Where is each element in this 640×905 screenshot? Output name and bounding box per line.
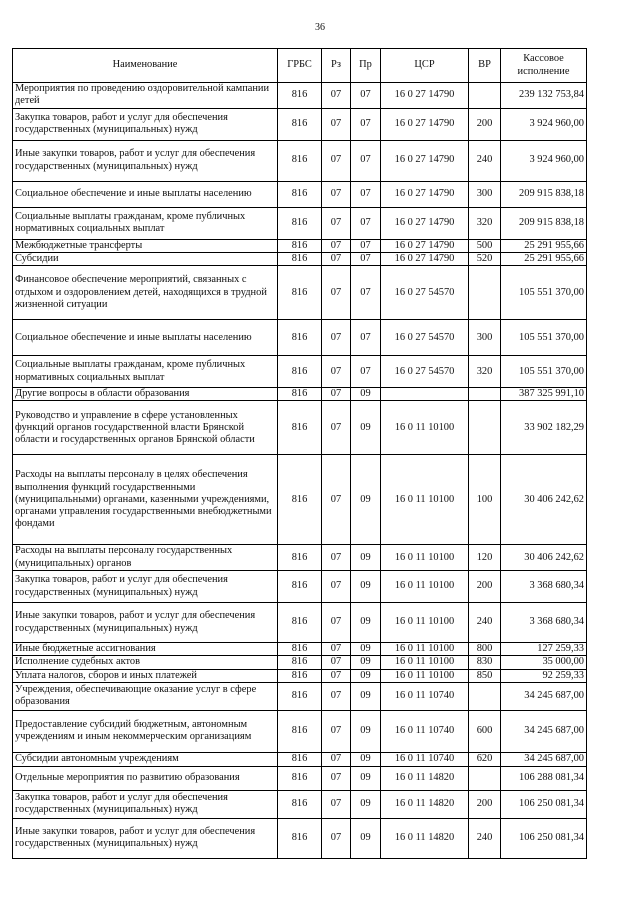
row-rz: 07: [322, 266, 351, 320]
row-grbs: 816: [278, 603, 322, 643]
row-pr: 09: [351, 656, 381, 669]
row-sum: 34 245 687,00: [501, 710, 587, 752]
row-csr: 16 0 11 10740: [381, 682, 469, 710]
row-pr: 09: [351, 752, 381, 766]
row-pr: 07: [351, 108, 381, 140]
row-name: Руководство и управление в сфере установленных функций органов государственной власти Брянской области и государственных органов Брянской области: [13, 401, 278, 455]
table-row: [13, 790, 587, 818]
row-csr: 16 0 11 10740: [381, 752, 469, 766]
row-csr: 16 0 27 54570: [381, 320, 469, 356]
row-rz: 07: [322, 356, 351, 388]
row-rz: 07: [322, 388, 351, 401]
row-sum: 3 368 680,34: [501, 571, 587, 603]
row-sum: 105 551 370,00: [501, 320, 587, 356]
row-sum: 30 406 242,62: [501, 545, 587, 571]
table-row: [13, 603, 587, 643]
row-sum: 209 915 838,18: [501, 181, 587, 207]
row-sum: 387 325 991,10: [501, 388, 587, 401]
row-csr: 16 0 11 10100: [381, 571, 469, 603]
row-pr: 09: [351, 818, 381, 858]
row-grbs: 816: [278, 710, 322, 752]
row-sum: 33 902 182,29: [501, 401, 587, 455]
row-pr: 07: [351, 252, 381, 265]
row-vr: [469, 388, 501, 401]
row-vr: 830: [469, 656, 501, 669]
row-csr: 16 0 11 10740: [381, 710, 469, 752]
row-grbs: 816: [278, 108, 322, 140]
row-rz: 07: [322, 455, 351, 545]
row-grbs: 816: [278, 140, 322, 181]
row-sum: 106 250 081,34: [501, 818, 587, 858]
row-grbs: 816: [278, 682, 322, 710]
row-csr: 16 0 27 14790: [381, 140, 469, 181]
row-vr: 200: [469, 108, 501, 140]
row-csr: 16 0 11 10100: [381, 669, 469, 682]
row-grbs: 816: [278, 266, 322, 320]
header-sum: Кассовое исполнение: [501, 49, 587, 83]
row-csr: 16 0 27 14790: [381, 239, 469, 252]
table-row: [13, 239, 587, 252]
row-name: Финансовое обеспечение мероприятий, связанных с отдыхом и оздоровлением детей, находящихся в трудной жизненной ситуации: [13, 266, 278, 320]
row-vr: [469, 83, 501, 109]
row-pr: 07: [351, 266, 381, 320]
row-rz: 07: [322, 656, 351, 669]
row-rz: 07: [322, 710, 351, 752]
row-grbs: 816: [278, 643, 322, 656]
row-vr: 300: [469, 320, 501, 356]
row-pr: 09: [351, 388, 381, 401]
row-grbs: 816: [278, 356, 322, 388]
row-sum: 3 924 960,00: [501, 140, 587, 181]
row-vr: 240: [469, 603, 501, 643]
row-csr: 16 0 27 54570: [381, 356, 469, 388]
row-name: Иные закупки товаров, работ и услуг для обеспечения государственных (муниципальных) нужд: [13, 140, 278, 181]
row-name: Расходы на выплаты персоналу в целях обеспечения выполнения функций государственными (муниципальными) органами, казенными учреждениями, органами управления государственными внебюджетными фондами: [13, 455, 278, 545]
table-row: [13, 643, 587, 656]
row-sum: 35 000,00: [501, 656, 587, 669]
table-row: [13, 669, 587, 682]
row-vr: 120: [469, 545, 501, 571]
row-rz: 07: [322, 752, 351, 766]
header-csr: ЦСР: [381, 49, 469, 83]
row-name: Иные бюджетные ассигнования: [13, 643, 278, 656]
row-csr: 16 0 11 10100: [381, 455, 469, 545]
row-pr: 07: [351, 140, 381, 181]
row-pr: 09: [351, 766, 381, 790]
row-csr: 16 0 11 10100: [381, 603, 469, 643]
row-grbs: 816: [278, 401, 322, 455]
row-name: Субсидии автономным учреждениям: [13, 752, 278, 766]
row-vr: 620: [469, 752, 501, 766]
row-sum: 25 291 955,66: [501, 252, 587, 265]
page-number: 36: [315, 22, 325, 33]
row-grbs: 816: [278, 239, 322, 252]
row-rz: 07: [322, 643, 351, 656]
row-vr: 320: [469, 356, 501, 388]
row-rz: 07: [322, 571, 351, 603]
row-sum: 3 924 960,00: [501, 108, 587, 140]
row-csr: 16 0 27 14790: [381, 108, 469, 140]
row-csr: 16 0 11 10100: [381, 643, 469, 656]
row-vr: [469, 682, 501, 710]
row-grbs: 816: [278, 656, 322, 669]
row-sum: 25 291 955,66: [501, 239, 587, 252]
table-row: [13, 571, 587, 603]
row-name: Закупка товаров, работ и услуг для обеспечения государственных (муниципальных) нужд: [13, 571, 278, 603]
row-vr: 240: [469, 818, 501, 858]
row-vr: 850: [469, 669, 501, 682]
table-row: [13, 266, 587, 320]
table-row: [13, 207, 587, 239]
row-vr: [469, 766, 501, 790]
row-vr: 520: [469, 252, 501, 265]
row-csr: 16 0 11 10100: [381, 401, 469, 455]
row-name: Социальные выплаты гражданам, кроме публичных нормативных социальных выплат: [13, 207, 278, 239]
row-name: Межбюджетные трансферты: [13, 239, 278, 252]
row-rz: 07: [322, 320, 351, 356]
row-name: Иные закупки товаров, работ и услуг для обеспечения государственных (муниципальных) нужд: [13, 818, 278, 858]
row-sum: 209 915 838,18: [501, 207, 587, 239]
row-grbs: 816: [278, 571, 322, 603]
row-csr: 16 0 11 14820: [381, 790, 469, 818]
row-rz: 07: [322, 766, 351, 790]
row-csr: 16 0 27 14790: [381, 207, 469, 239]
row-grbs: 816: [278, 388, 322, 401]
row-name: Уплата налогов, сборов и иных платежей: [13, 669, 278, 682]
row-name: Иные закупки товаров, работ и услуг для обеспечения государственных (муниципальных) нужд: [13, 603, 278, 643]
table-row: [13, 455, 587, 545]
row-name: Исполнение судебных актов: [13, 656, 278, 669]
table-row: [13, 818, 587, 858]
row-grbs: 816: [278, 752, 322, 766]
row-vr: 600: [469, 710, 501, 752]
row-pr: 09: [351, 710, 381, 752]
row-pr: 09: [351, 401, 381, 455]
row-sum: 239 132 753,84: [501, 83, 587, 109]
row-grbs: 816: [278, 790, 322, 818]
row-grbs: 816: [278, 455, 322, 545]
table-row: [13, 83, 587, 109]
row-name: Мероприятия по проведению оздоровительной кампании детей: [13, 83, 278, 109]
row-vr: 200: [469, 571, 501, 603]
row-grbs: 816: [278, 669, 322, 682]
row-pr: 09: [351, 682, 381, 710]
row-sum: 3 368 680,34: [501, 603, 587, 643]
row-csr: 16 0 27 14790: [381, 181, 469, 207]
row-rz: 07: [322, 239, 351, 252]
row-name: Социальные выплаты гражданам, кроме публичных нормативных социальных выплат: [13, 356, 278, 388]
row-rz: 07: [322, 181, 351, 207]
row-pr: 07: [351, 181, 381, 207]
row-vr: 100: [469, 455, 501, 545]
row-vr: 500: [469, 239, 501, 252]
row-pr: 07: [351, 207, 381, 239]
row-name: Расходы на выплаты персоналу государственных (муниципальных) органов: [13, 545, 278, 571]
row-vr: 200: [469, 790, 501, 818]
row-rz: 07: [322, 207, 351, 239]
row-csr: 16 0 11 10100: [381, 545, 469, 571]
row-name: Субсидии: [13, 252, 278, 265]
header-pr: Пр: [351, 49, 381, 83]
row-csr: 16 0 27 14790: [381, 83, 469, 109]
table-row: [13, 710, 587, 752]
table-row: [13, 752, 587, 766]
row-grbs: 816: [278, 83, 322, 109]
row-name: Закупка товаров, работ и услуг для обеспечения государственных (муниципальных) нужд: [13, 790, 278, 818]
row-pr: 07: [351, 320, 381, 356]
row-sum: 30 406 242,62: [501, 455, 587, 545]
table-row: [13, 656, 587, 669]
row-sum: 105 551 370,00: [501, 356, 587, 388]
table-row: [13, 356, 587, 388]
row-rz: 07: [322, 603, 351, 643]
row-rz: 07: [322, 818, 351, 858]
row-rz: 07: [322, 401, 351, 455]
header-rz: Рз: [322, 49, 351, 83]
table-row: [13, 140, 587, 181]
row-rz: 07: [322, 83, 351, 109]
row-vr: 300: [469, 181, 501, 207]
row-grbs: 816: [278, 181, 322, 207]
row-name: Предоставление субсидий бюджетным, автономным учреждениям и иным некоммерческим организациям: [13, 710, 278, 752]
row-rz: 07: [322, 669, 351, 682]
table-row: [13, 252, 587, 265]
row-sum: 105 551 370,00: [501, 266, 587, 320]
row-sum: 106 250 081,34: [501, 790, 587, 818]
row-vr: 240: [469, 140, 501, 181]
row-vr: 800: [469, 643, 501, 656]
header-name: Наименование: [13, 49, 278, 83]
table-header-row: [13, 49, 587, 83]
row-csr: 16 0 27 54570: [381, 266, 469, 320]
table-row: [13, 108, 587, 140]
row-sum: 34 245 687,00: [501, 682, 587, 710]
row-pr: 09: [351, 603, 381, 643]
row-grbs: 816: [278, 207, 322, 239]
header-vr: ВР: [469, 49, 501, 83]
row-pr: 07: [351, 83, 381, 109]
budget-execution-table: [12, 48, 587, 859]
row-name: Отдельные мероприятия по развитию образования: [13, 766, 278, 790]
row-pr: 09: [351, 643, 381, 656]
row-pr: 09: [351, 571, 381, 603]
table-row: [13, 320, 587, 356]
table-row: [13, 388, 587, 401]
row-grbs: 816: [278, 320, 322, 356]
row-csr: 16 0 11 14820: [381, 766, 469, 790]
table-row: [13, 181, 587, 207]
header-grbs: ГРБС: [278, 49, 322, 83]
row-name: Закупка товаров, работ и услуг для обеспечения государственных (муниципальных) нужд: [13, 108, 278, 140]
row-name: Учреждения, обеспечивающие оказание услуг в сфере образования: [13, 682, 278, 710]
table-row: [13, 545, 587, 571]
table-row: [13, 682, 587, 710]
row-vr: [469, 401, 501, 455]
row-name: Социальное обеспечение и иные выплаты населению: [13, 181, 278, 207]
row-pr: 07: [351, 239, 381, 252]
row-pr: 07: [351, 356, 381, 388]
row-pr: 09: [351, 790, 381, 818]
table-row: [13, 766, 587, 790]
row-grbs: 816: [278, 818, 322, 858]
row-sum: 34 245 687,00: [501, 752, 587, 766]
row-grbs: 816: [278, 252, 322, 265]
row-name: Другие вопросы в области образования: [13, 388, 278, 401]
row-csr: 16 0 11 10100: [381, 656, 469, 669]
row-rz: 07: [322, 790, 351, 818]
row-name: Социальное обеспечение и иные выплаты населению: [13, 320, 278, 356]
row-pr: 09: [351, 669, 381, 682]
row-vr: [469, 266, 501, 320]
row-csr: 16 0 11 14820: [381, 818, 469, 858]
row-csr: 16 0 27 14790: [381, 252, 469, 265]
row-rz: 07: [322, 140, 351, 181]
row-rz: 07: [322, 545, 351, 571]
row-sum: 106 288 081,34: [501, 766, 587, 790]
row-pr: 09: [351, 455, 381, 545]
row-grbs: 816: [278, 766, 322, 790]
row-sum: 127 259,33: [501, 643, 587, 656]
table-row: [13, 401, 587, 455]
row-vr: 320: [469, 207, 501, 239]
row-pr: 09: [351, 545, 381, 571]
row-csr: [381, 388, 469, 401]
row-sum: 92 259,33: [501, 669, 587, 682]
row-rz: 07: [322, 252, 351, 265]
row-grbs: 816: [278, 545, 322, 571]
row-rz: 07: [322, 682, 351, 710]
row-rz: 07: [322, 108, 351, 140]
